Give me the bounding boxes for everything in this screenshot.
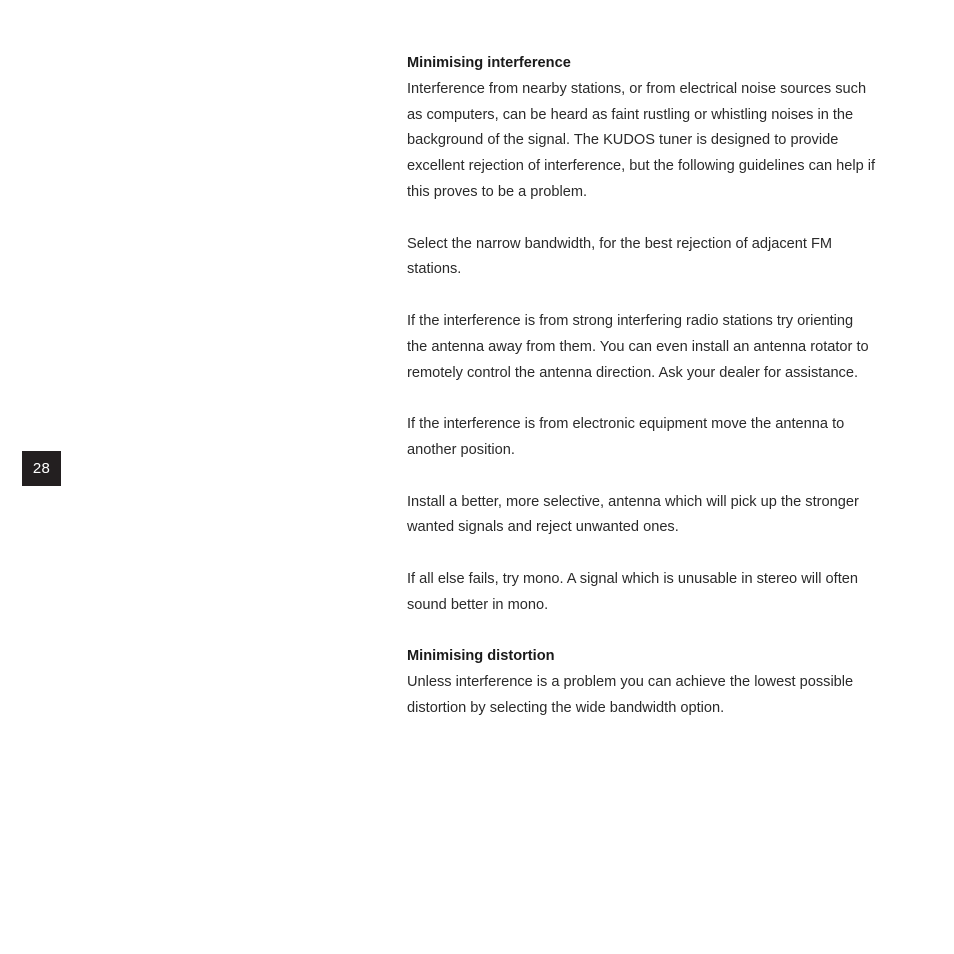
section-minimising-distortion — [407, 644, 877, 721]
section-minimising-interference — [407, 51, 877, 619]
paragraph: If the interference is from electronic equipment move the antenna to another position. — [407, 416, 845, 458]
paragraph: Select the narrow bandwidth, for the best rejection of adjacent FM stations. — [407, 235, 833, 278]
paragraph: If all else fails, try mono. A signal which is unusable in stereo will often sound better in mono. — [407, 570, 859, 613]
paragraph: Unless interference is a problem you can achieve the lowest possible distortion by selecting the wide bandwidth option. — [407, 674, 854, 716]
paragraph: Install a better, more selective, antenna which will pick up the stronger wanted signals and reject unwanted ones. — [407, 493, 859, 536]
paragraph: Interference from nearby stations, or from electrical noise sources such as computers, can be heard as faint rustling or whistling noises in the background of the signal. The KUDOS tuner is designed to provide excellent rejection of interference, but the following guidelines can help if this proves to be a problem. — [407, 80, 876, 200]
section-heading: Minimising distortion — [407, 648, 555, 665]
section-heading: Minimising interference — [407, 55, 571, 71]
paragraph: If the interference is from strong interfering radio stations try orienting the antenna away from them. You can even install an antenna rotator to remotely control the antenna direction. Ask your dealer for assistance. — [407, 312, 869, 381]
page-content — [407, 51, 877, 722]
page-number: 28 — [22, 451, 61, 486]
